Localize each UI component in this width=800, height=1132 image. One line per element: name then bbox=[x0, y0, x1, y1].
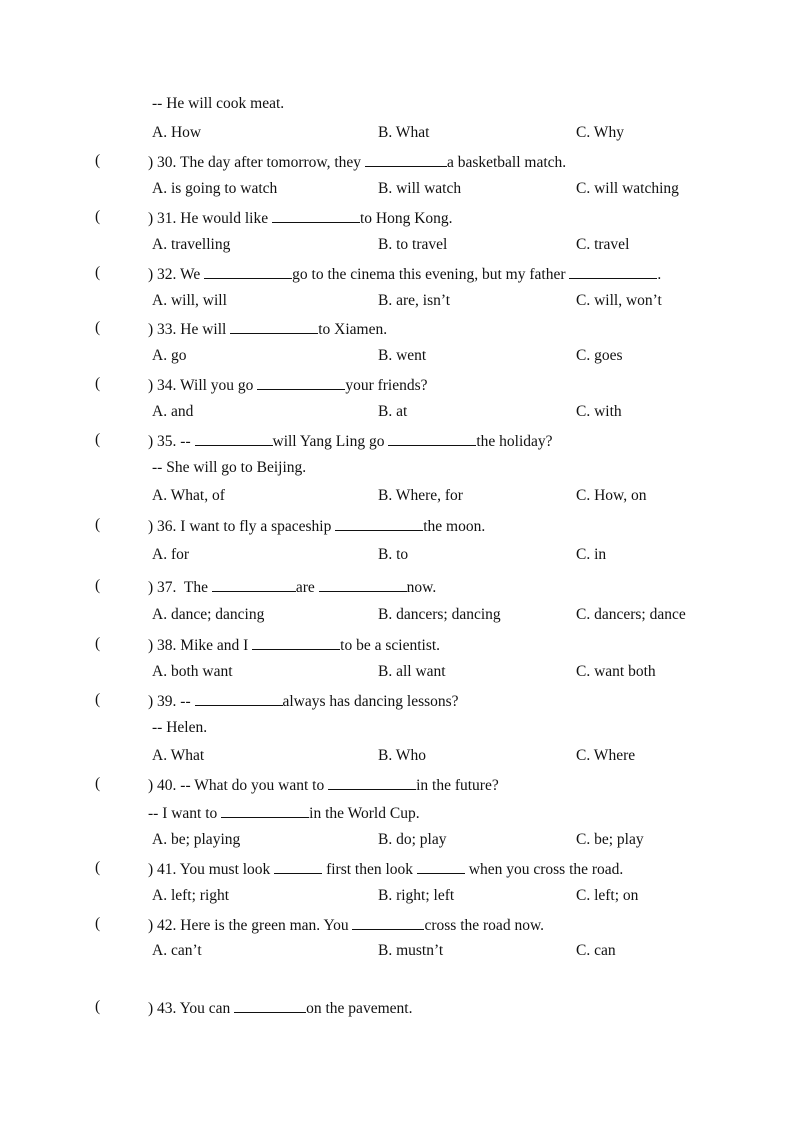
answer-paren[interactable]: ( bbox=[95, 775, 101, 792]
question-stem: ) 37. The are now. bbox=[148, 579, 437, 596]
option-b: B. at bbox=[378, 403, 408, 420]
answer-blank[interactable] bbox=[417, 859, 465, 874]
option-b: B. What bbox=[378, 124, 430, 141]
option-a: A. What, of bbox=[152, 487, 225, 504]
answer-blank[interactable] bbox=[272, 208, 360, 223]
question-stem: ) 42. Here is the green man. You cross the road now. bbox=[148, 917, 545, 934]
option-c: C. How, on bbox=[576, 487, 647, 504]
option-a: A. What bbox=[152, 747, 205, 764]
answer-line: -- She will go to Beijing. bbox=[152, 459, 307, 476]
option-c: C. will, won’t bbox=[576, 292, 662, 309]
question-stem: ) 39. -- always has dancing lessons? bbox=[148, 693, 459, 710]
option-c: C. Where bbox=[576, 747, 636, 764]
answer-blank[interactable] bbox=[195, 431, 273, 446]
answer-blank[interactable] bbox=[328, 775, 416, 790]
option-c: C. in bbox=[576, 546, 607, 563]
answer-paren[interactable]: ( bbox=[95, 431, 101, 448]
answer-blank[interactable] bbox=[274, 859, 322, 874]
option-b: B. to bbox=[378, 546, 409, 563]
answer-blank[interactable] bbox=[204, 264, 292, 279]
option-b: B. will watch bbox=[378, 180, 462, 197]
answer-paren[interactable]: ( bbox=[95, 577, 101, 594]
answer-paren[interactable]: ( bbox=[95, 264, 101, 281]
option-c: C. Why bbox=[576, 124, 624, 141]
answer-paren[interactable]: ( bbox=[95, 635, 101, 652]
question-stem: ) 31. He would like to Hong Kong. bbox=[148, 210, 453, 227]
answer-paren[interactable]: ( bbox=[95, 319, 101, 336]
option-a: A. will, will bbox=[152, 292, 227, 309]
option-a: A. travelling bbox=[152, 236, 231, 253]
answer-blank[interactable] bbox=[234, 998, 306, 1013]
answer-paren[interactable]: ( bbox=[95, 516, 101, 533]
option-b: B. mustn’t bbox=[378, 942, 444, 959]
option-c: C. with bbox=[576, 403, 622, 420]
option-b: B. are, isn’t bbox=[378, 292, 451, 309]
option-b: B. to travel bbox=[378, 236, 448, 253]
answer-paren[interactable]: ( bbox=[95, 691, 101, 708]
option-b: B. right; left bbox=[378, 887, 455, 904]
option-a: A. for bbox=[152, 546, 190, 563]
option-a: A. both want bbox=[152, 663, 233, 680]
option-c: C. want both bbox=[576, 663, 656, 680]
option-c: C. travel bbox=[576, 236, 630, 253]
answer-paren[interactable]: ( bbox=[95, 998, 101, 1015]
answer-line: -- He will cook meat. bbox=[152, 95, 285, 112]
question-stem: ) 32. We go to the cinema this evening, but my father . bbox=[148, 266, 662, 283]
question-stem: ) 35. -- will Yang Ling go the holiday? bbox=[148, 433, 553, 450]
question-stem: ) 30. The day after tomorrow, they a basketball match. bbox=[148, 154, 567, 171]
question-stem: ) 34. Will you go your friends? bbox=[148, 377, 428, 394]
answer-blank[interactable] bbox=[335, 516, 423, 531]
option-a: A. How bbox=[152, 124, 202, 141]
answer-blank[interactable] bbox=[195, 691, 283, 706]
question-stem: ) 36. I want to fly a spaceship the moon. bbox=[148, 518, 486, 535]
option-b: B. Who bbox=[378, 747, 426, 764]
answer-blank[interactable] bbox=[569, 264, 657, 279]
option-c: C. dancers; dance bbox=[576, 606, 686, 623]
question-stem: ) 43. You can on the pavement. bbox=[148, 1000, 413, 1017]
question-stem: ) 33. He will to Xiamen. bbox=[148, 321, 388, 338]
option-a: A. is going to watch bbox=[152, 180, 278, 197]
answer-blank[interactable] bbox=[388, 431, 476, 446]
question-stem: ) 41. You must look first then look when you cross the road. bbox=[148, 861, 624, 878]
option-a: A. go bbox=[152, 347, 187, 364]
option-a: A. be; playing bbox=[152, 831, 241, 848]
option-b: B. went bbox=[378, 347, 427, 364]
answer-line: -- I want to in the World Cup. bbox=[148, 805, 420, 822]
answer-blank[interactable] bbox=[352, 915, 424, 930]
answer-blank[interactable] bbox=[230, 319, 318, 334]
option-a: A. dance; dancing bbox=[152, 606, 265, 623]
question-stem: ) 40. -- What do you want to in the future? bbox=[148, 777, 499, 794]
answer-blank[interactable] bbox=[319, 577, 407, 592]
option-b: B. Where, for bbox=[378, 487, 463, 504]
option-c: C. goes bbox=[576, 347, 623, 364]
option-c: C. can bbox=[576, 942, 616, 959]
option-b: B. do; play bbox=[378, 831, 447, 848]
option-a: A. left; right bbox=[152, 887, 230, 904]
option-a: A. can’t bbox=[152, 942, 202, 959]
answer-paren[interactable]: ( bbox=[95, 208, 101, 225]
answer-paren[interactable]: ( bbox=[95, 375, 101, 392]
answer-paren[interactable]: ( bbox=[95, 915, 101, 932]
answer-blank[interactable] bbox=[257, 375, 345, 390]
answer-line: -- Helen. bbox=[152, 719, 208, 736]
answer-blank[interactable] bbox=[365, 152, 447, 167]
option-b: B. all want bbox=[378, 663, 446, 680]
answer-paren[interactable]: ( bbox=[95, 859, 101, 876]
option-c: C. will watching bbox=[576, 180, 679, 197]
option-a: A. and bbox=[152, 403, 194, 420]
answer-blank[interactable] bbox=[252, 635, 340, 650]
answer-paren[interactable]: ( bbox=[95, 152, 101, 169]
question-stem: ) 38. Mike and I to be a scientist. bbox=[148, 637, 441, 654]
option-b: B. dancers; dancing bbox=[378, 606, 501, 623]
answer-blank[interactable] bbox=[212, 577, 296, 592]
option-c: C. left; on bbox=[576, 887, 639, 904]
option-c: C. be; play bbox=[576, 831, 644, 848]
answer-blank[interactable] bbox=[221, 803, 309, 818]
